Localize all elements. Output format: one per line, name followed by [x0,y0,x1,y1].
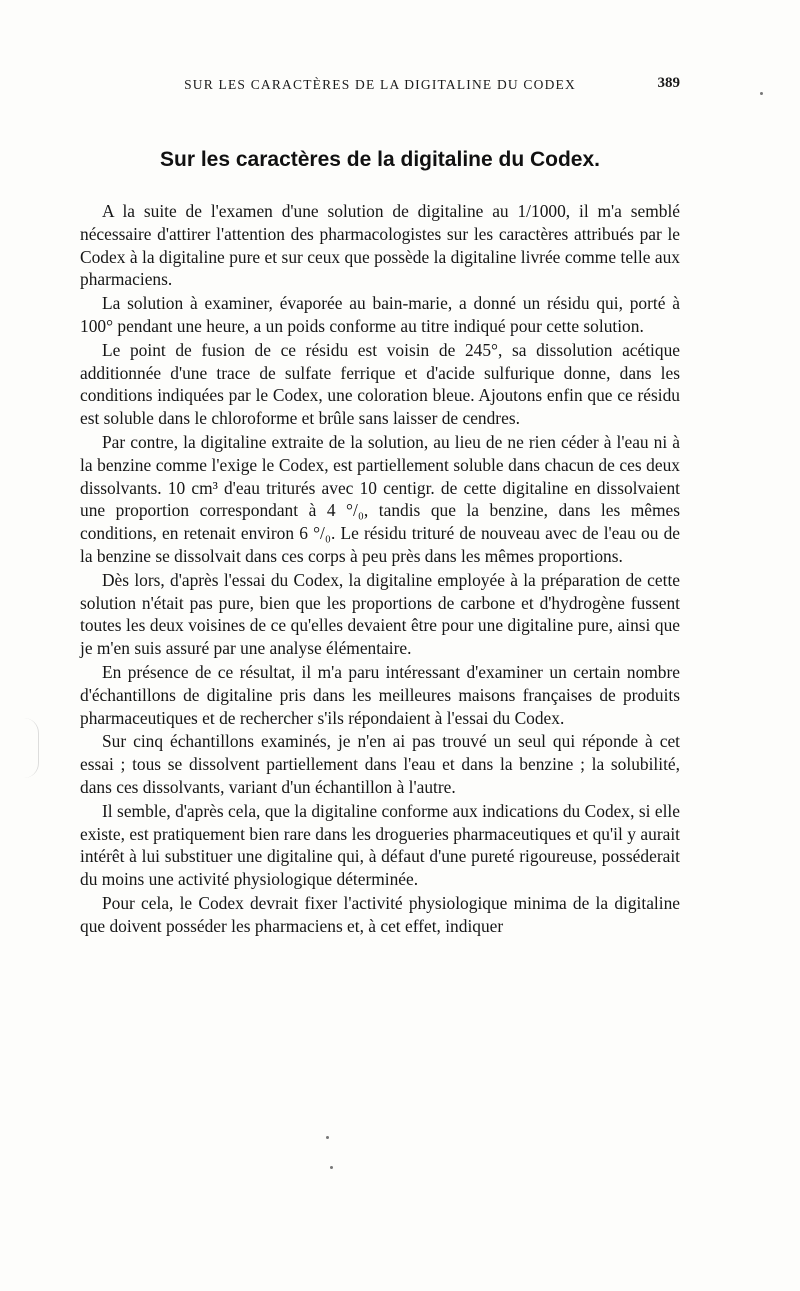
paragraph: A la suite de l'examen d'une solution de digitaline au 1/1000, il m'a semblé nécessaire d'attirer l'attention des pharmacologistes sur les caractères attribués par le Codex à la digitaline pure et sur ceux que possède la digitaline livrée comme telle aux pharmaciens. [80,201,680,290]
paragraph: Par contre, la digitaline extraite de la solution, au lieu de ne rien céder à l'eau ni à la benzine comme l'exige le Codex, est partiellement soluble dans chacun de ces deux dissolvants. 10 cm³ d'eau triturés avec 10 centigr. de cette digitaline en dissolvaient une proportion correspondant à 4 °/₀, tandis que la benzine, dans les mêmes conditions, en retenait environ 6 °/₀. Le résidu trituré de nouveau avec de l'eau ou de la benzine se dissolvait dans ces corps à peu près dans les mêmes proportions. [80,431,680,566]
scan-speck [326,1136,329,1139]
paragraph: La solution à examiner, évaporée au bain-marie, a donné un résidu qui, porté à 100° pendant une heure, a un poids conforme au titre indiqué pour cette solution. [80,293,680,336]
paragraph: Dès lors, d'après l'essai du Codex, la digitaline employée à la préparation de cette solution n'était pas pure, bien que les proportions de carbone et d'hydrogène fussent toutes les deux voisines de ce qu'elles devaient être pour une digitaline pure, ainsi que je m'en suis assuré par une analyse élémentaire. [80,569,680,659]
paragraph: Pour cela, le Codex devrait fixer l'activité physiologique minima de la digitaline que doivent posséder les pharmaciens et, à cet effet, indiquer [80,892,680,936]
paragraph: En présence de ce résultat, il m'a paru intéressant d'examiner un certain nombre d'échantillons de digitaline pris dans les meilleures maisons françaises de produits pharmaceutiques et de rechercher s'ils répondaient à l'essai du Codex. [80,661,680,728]
paragraph: Le point de fusion de ce résidu est voisin de 245°, sa dissolution acétique additionnée d'une trace de sulfate ferrique et d'acide sulfurique donne, dans les conditions indiquées par le Codex, une coloration bleue. Ajoutons enfin que ce résidu est soluble dans le chloroforme et brûle sans laisser de cendres. [80,339,680,429]
scan-speck [760,92,763,95]
paragraph: Il semble, d'après cela, que la digitaline conforme aux indications du Codex, si elle existe, est pratiquement bien rare dans les drogueries pharmaceutiques et qu'il y aurait intérêt à lui substituer une digitaline qui, à défaut d'une pureté rigoureuse, posséderait du moins une activité physiologique déterminée. [80,800,680,890]
page-number: 389 [657,75,680,91]
article-body [80,200,680,938]
article-title: Sur les caractères de la digitaline du Codex. [160,148,600,171]
paragraph: Sur cinq échantillons examinés, je n'en ai pas trouvé un seul qui réponde à cet essai ; tous se dissolvent partiellement dans l'eau et dans la benzine ; la solubilité, dans ces dissolvants, variant d'un échantillon à l'autre. [80,731,680,797]
running-head: SUR LES CARACTÈRES DE LA DIGITALINE DU CODEX [184,77,576,92]
scan-speck [330,1166,333,1169]
scan-edge-mark [24,718,39,778]
